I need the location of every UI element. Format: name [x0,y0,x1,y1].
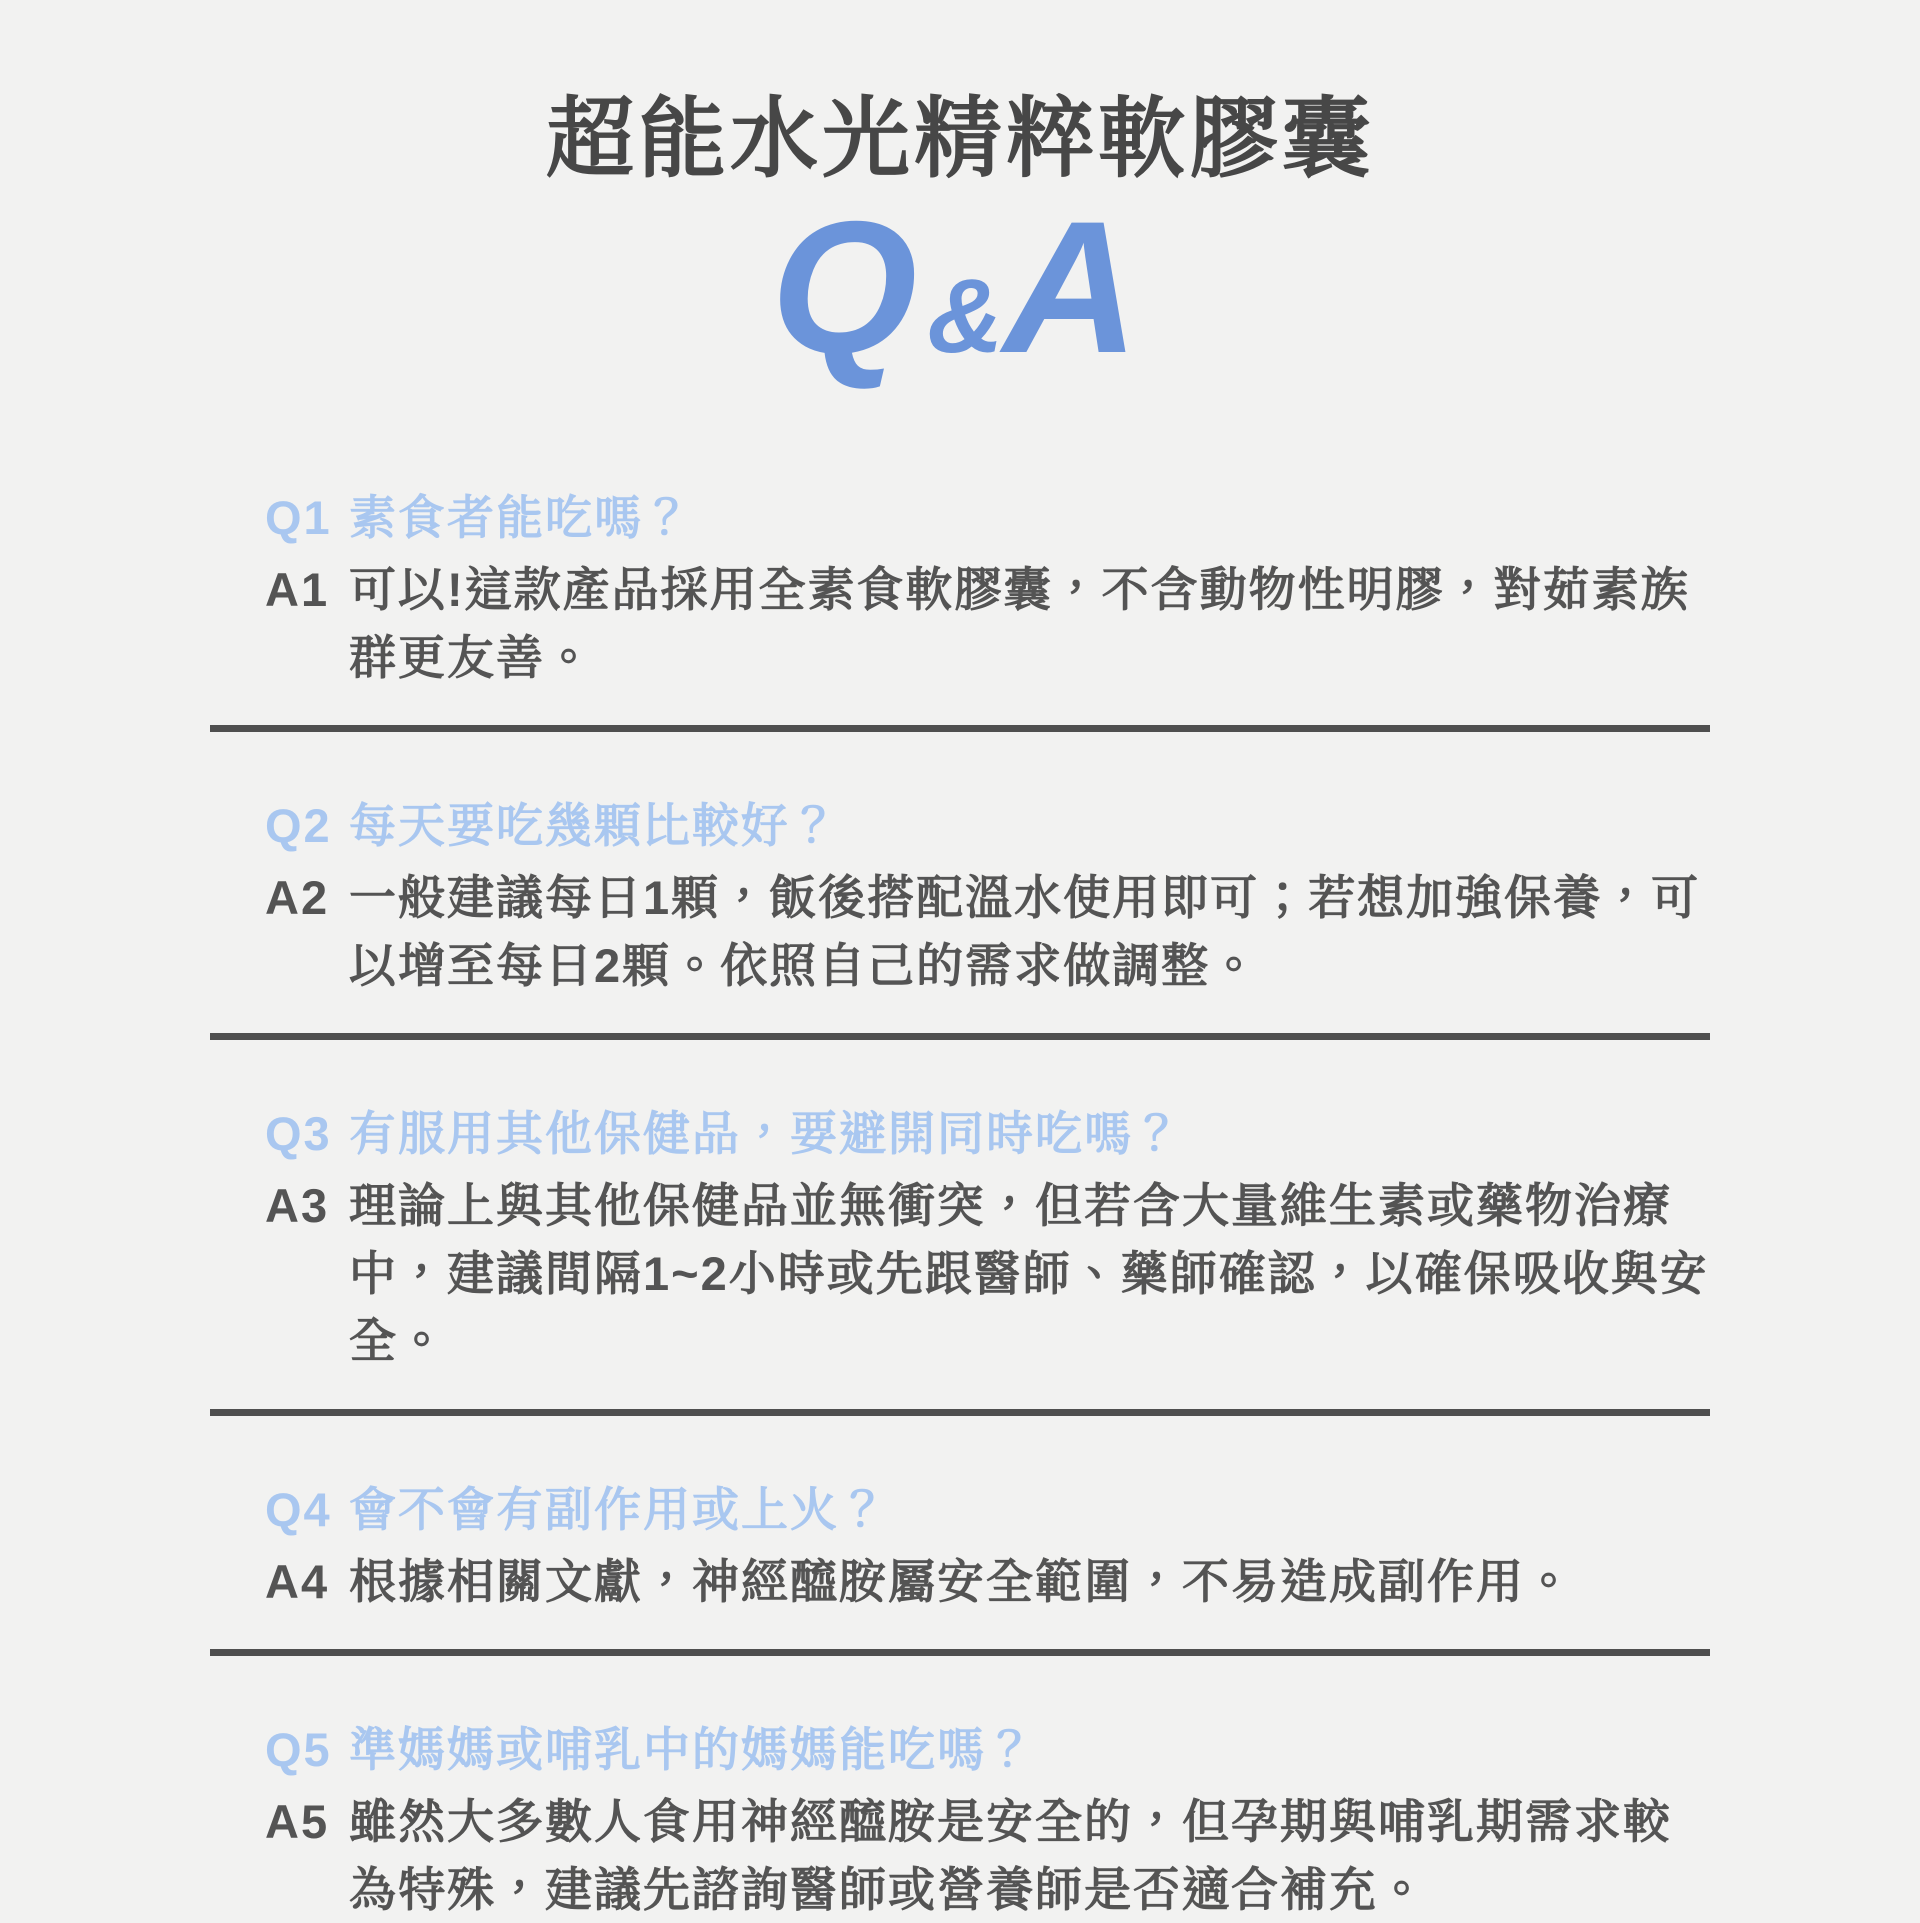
section-divider [210,725,1710,732]
faq-item-1 [210,484,1710,691]
page-title: 超能水光精粹軟膠囊 [545,89,1374,188]
question-label: Q5 [265,1723,332,1777]
question-label: Q4 [265,1482,332,1536]
answer-label: A3 [265,1178,330,1232]
answer-text: 一般建議每日1顆，飯後搭配溫水使用即可；若想加強保養，可以增至每日2顆。依照自己的需求做調整。 [349,870,1701,992]
qa-heading-ampersand: & [927,258,1004,375]
qa-heading-q: Q [770,182,928,392]
faq-item-4 [210,1476,1710,1615]
question-text: 每天要吃幾顆比較好？ [349,799,839,853]
question-label: Q3 [265,1107,332,1161]
question-row [210,792,1710,860]
question-text: 會不會有副作用或上火？ [349,1482,888,1536]
answer-row [210,864,1710,999]
qa-heading [0,182,1920,392]
section-divider [210,1649,1710,1656]
section-divider [210,1033,1710,1040]
question-label: Q2 [265,799,332,853]
answer-row [210,1548,1710,1616]
answer-label: A5 [265,1794,330,1848]
answer-row [210,556,1710,691]
section-divider [210,1409,1710,1416]
answer-text: 根據相關文獻，神經醯胺屬安全範圍，不易造成副作用。 [349,1554,1574,1608]
faq-item-5 [210,1716,1710,1923]
faq-list [210,484,1710,1923]
answer-row [210,1788,1710,1923]
question-row [210,1100,1710,1168]
question-text: 素食者能吃嗎？ [349,491,692,545]
faq-item-2 [210,792,1710,999]
question-row [210,484,1710,552]
question-row [210,1716,1710,1784]
question-text: 有服用其他保健品，要避開同時吃嗎？ [349,1107,1182,1161]
answer-text: 雖然大多數人食用神經醯胺是安全的，但孕期與哺乳期需求較為特殊，建議先諮詢醫師或營養師是否適合補充。 [349,1794,1672,1916]
answer-label: A1 [265,562,330,616]
question-label: Q1 [265,491,332,545]
faq-item-3 [210,1100,1710,1375]
answer-label: A2 [265,870,330,924]
answer-label: A4 [265,1554,330,1608]
question-text: 準媽媽或哺乳中的媽媽能吃嗎？ [349,1723,1035,1777]
question-row [210,1476,1710,1544]
answer-text: 可以!這款產品採用全素食軟膠囊，不含動物性明膠，對茹素族群更友善。 [349,562,1690,684]
qa-heading-a: A [1003,182,1150,392]
answer-row [210,1172,1710,1375]
answer-text: 理論上與其他保健品並無衝突，但若含大量維生素或藥物治療中，建議間隔1~2小時或先跟醫師、藥師確認，以確保吸收與安全。 [349,1178,1709,1368]
